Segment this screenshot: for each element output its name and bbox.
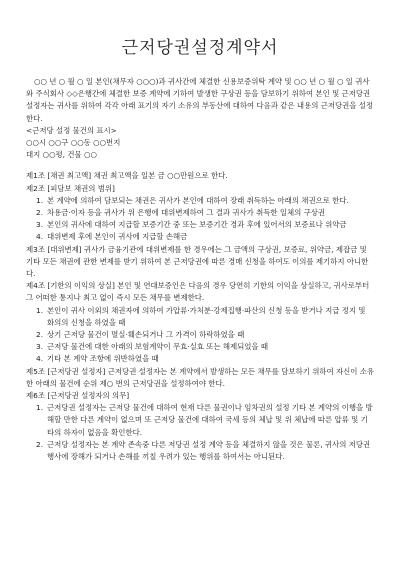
- intro-paragraph: ○○ 년 ○ 월 ○ 일 본인(채무자 ○○○)과 귀사간에 체결한 신용보증위탁 계약 및 ○○ 년 ○ 월 ○ 일 귀사와 주식회사 ◇◇은행간에 체결한 보증 계약에 기하여 발생한 구상권 등을 담보하기 위하여 본인 및 근저당권 설정자는 귀사를 위하여 각각 아래 표기의 자기 소유의 부동산에 대하여 다음과 같은 내용의 근저당권을 설정한다.: [26, 77, 374, 123]
- article-5: [26, 366, 374, 390]
- article-heading: 제5조 [근저당권 설정자] 근저당권 설정자는 본 계약에서 발생하는 모든 채무를 담보하기 위하여 자신이 소유한 아래의 물건에 순위 제○ 번의 근저당권을 설정하여야 한다.: [26, 366, 375, 388]
- item-text: 본인이 귀사 이외의 채권자에 의하여 가압류·가처분·강제집행·파산의 신청 등을 받거나 지급 정지 및 화의의 신청을 하였을 때: [47, 305, 366, 327]
- item-text: 차용금·이자 등을 귀사가 위 은행에 대위변제하여 그 결과 귀사가 취득한 일체의 구상권: [47, 208, 326, 218]
- article-6: [26, 390, 374, 463]
- item-number: 2.: [36, 330, 44, 340]
- article-heading: 제2조 [피담보 채권의 범위]: [26, 183, 115, 193]
- article-1: [26, 170, 374, 182]
- item-text: 본인의 귀사에 대하여 지급할 보증기간 중 또는 보증기간 경과 후에 있어서의 보증료나 위약금: [47, 220, 347, 230]
- item-text: 대위변제 후에 본인이 귀사에 지급할 손해금: [47, 232, 188, 242]
- item-number: 2.: [36, 439, 44, 449]
- item-number: 2.: [36, 208, 44, 218]
- article-heading: 제1조 [채권 최고액] 채권 최고액을 일본 금 ○○만원으로 한다.: [26, 171, 228, 181]
- article-item: [26, 402, 374, 439]
- article-heading: 제3조 [대위변제] 귀사가 금융기관에 대위변제를 한 경우에는 그 금액의 구상권, 보증료, 위약금, 제잡금 및 기타 모든 채권에 관한 변제를 받기 위하여 본 근저당권에 따른 경매 신청을 하여도 이의를 제기하지 아니한다.: [26, 244, 369, 279]
- article-item: [26, 207, 374, 219]
- document-title: 근저당권설정계약서: [121, 38, 279, 58]
- property-label: <근저당 설정 물건의 표시>: [26, 125, 117, 135]
- item-number: 1.: [36, 195, 44, 205]
- article-item: [26, 329, 374, 341]
- item-text: 근저당권 설정자는 근저당 물건에 대하여 현재 다른 물권이나 임차권의 설정 기타 본 계약의 이행을 방해할 만한 다른 계약이 없으며 또 근저당 물건에 대하여 국세 등의 체납 및 위 체납에 따른 압류 및 기타의 하자이 없음을 확인한다.: [47, 403, 373, 437]
- article-2: [26, 183, 374, 244]
- article-item: [26, 439, 374, 463]
- article-item: [26, 353, 374, 365]
- article-item: [26, 305, 374, 329]
- article-heading: 제6조 [근저당권 설정자의 의무]: [26, 391, 130, 401]
- article-item: [26, 341, 374, 353]
- item-number: 3.: [36, 342, 44, 352]
- article-heading: 제4조 [기한의 이익의 상실] 본인 및 연대보증인은 다음의 경우 당연히 기한의 이익을 상실하고, 귀사로부터 그 어떠한 통지나 최고 없이 즉시 모든 채무를 변제한다.: [26, 281, 370, 303]
- article-3: [26, 244, 374, 281]
- item-text: 근저당 설정자는 본 계약 존속중 다른 저당권 설정 계약 등을 체결하지 않을 것은 물론, 귀사의 저당권 행사에 장해가 되거나 손해를 끼칠 우려가 있는 행위를 하여서는 아니된다.: [47, 439, 371, 462]
- item-number: 1.: [36, 403, 44, 413]
- item-number: 4.: [36, 354, 44, 364]
- item-text: 본 계약에 의하여 담보되는 채권은 귀사가 본인에 대하여 장래 취득하는 아래의 채권으로 한다.: [47, 195, 349, 205]
- item-text: 상기 근저당 물건이 멸실·훼손되거나 그 가격이 하락하였을 때: [47, 330, 245, 340]
- property-address: ○○시 ○○구 ○○동 ○○번지: [26, 138, 121, 148]
- item-number: 3.: [36, 220, 44, 230]
- item-number: 4.: [36, 232, 44, 242]
- property-land: 대지 ○○평, 건물 ○○: [26, 150, 97, 160]
- article-item: [26, 231, 374, 243]
- item-text: 기타 본 계약 조항에 위반하였을 때: [47, 354, 159, 364]
- item-number: 1.: [36, 305, 44, 315]
- article-item: [26, 219, 374, 231]
- article-item: [26, 195, 374, 207]
- property-description: [26, 125, 374, 162]
- item-text: 근저당 물건에 대한 아래의 보험계약이 무효·실효 또는 해제되었을 때: [47, 342, 269, 352]
- article-4: [26, 280, 374, 365]
